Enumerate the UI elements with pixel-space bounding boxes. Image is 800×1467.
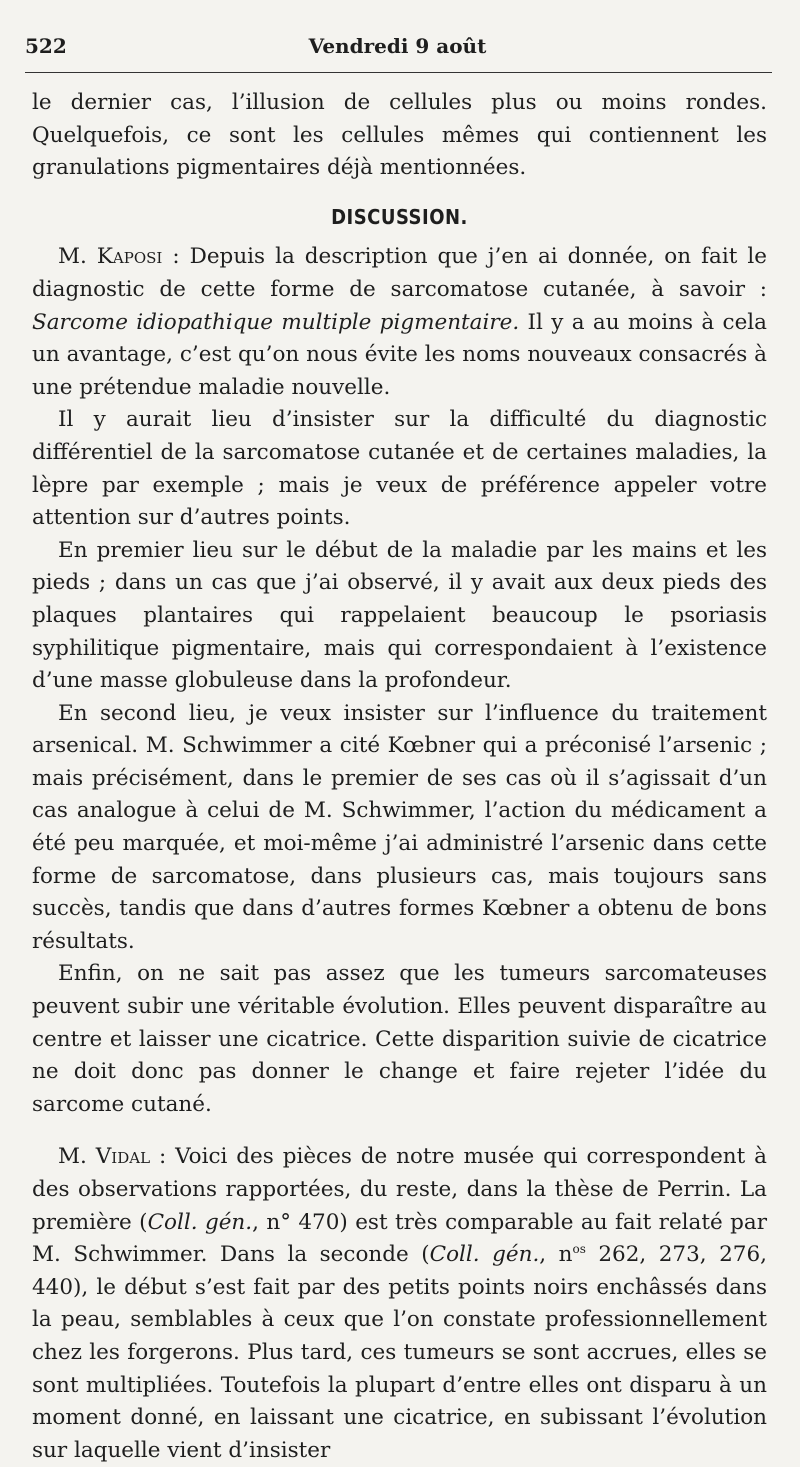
paragraph-kaposi-4: En second lieu, je veux insister sur l’influence du traitement arsenical. M. Schwimmer a cité Kœbner qui a préconisé l’arsenic ; mais précisément, dans le premier de ses cas où il s’agissait d’un cas analogue à celui de M. Schwimmer, l’action du médicament a été peu marquée, et moi-même j’ai administré l’arsenic dans cette forme de sarcomatose, dans plusieurs cas, mais toujours sans succès, tandis que dans d’autres formes Kœbner a obtenu de bons résultats. bbox=[32, 700, 767, 954]
text-span: : Voici des pièces de notre musée qui correspondent à des observations rapportées, du reste, dans la thèse de Perrin. La première ( bbox=[32, 1144, 767, 1235]
speaker-prefix: M. bbox=[58, 1144, 87, 1170]
paragraph-kaposi-5: Enfin, on ne sait pas assez que les tumeurs sarcomateuses peuvent subir une véritable évolution. Elles peuvent disparaître au centre et laisser une cicatrice. Cette disparition suivie de cicatrice ne doit donc pas donner le change et faire rejeter l’idée du sarcome cutané. bbox=[32, 961, 767, 1117]
collection-ref: Coll. gén. bbox=[147, 1209, 253, 1235]
text-span: : Depuis la description que j’en ai donnée, on fait le diagnostic de cette forme de sarcomatose cutanée, à savoir : bbox=[32, 244, 767, 302]
paragraph-kaposi-2: Il y aurait lieu d’insister sur la difficulté du diagnostic différentiel de la sarcomatose cutanée et de certaines maladies, la lèpre par exemple ; mais je veux de préférence appeler votre attention sur d’autres points. bbox=[32, 407, 767, 531]
section-heading: DISCUSSION. bbox=[331, 204, 468, 229]
speaker-name: Kaposi bbox=[96, 244, 163, 270]
text-span: Il y a au moins à cela un avantage, c’est qu’on nous évite les noms nouveaux consacrés à une prétendue maladie nouvelle. bbox=[32, 309, 767, 400]
collection-ref: Coll. gén. bbox=[429, 1242, 540, 1268]
paragraph-kaposi-3: En premier lieu sur le début de la maladie par les mains et les pieds ; dans un cas que j’ai observé, il y avait aux deux pieds des plaques plantaires qui rappelaient beaucoup le psoriasis syphilitique pigmentaire, mais qui correspondaient à l’existence d’une masse globuleuse dans la profondeur. bbox=[32, 537, 767, 694]
running-title: Vendredi 9 août bbox=[308, 34, 487, 58]
body-text bbox=[32, 87, 767, 1467]
text-span: 262, 273, 276, 440), le début s’est fait par des petits points noirs enchâssés dans la peau, semblables à ceux que l’on constate professionnellement chez les forgerons. Plus tard, ces tumeurs se sont accrues, elles se sont multipliées. Toutefois la plupart d’entre elles ont disparu à un moment donné, en laissant une cicatrice, en subissant l’évolution sur laquelle vient d’insister bbox=[32, 1242, 767, 1463]
disease-title: Sarcome idiopathique multiple pigmentaire. bbox=[32, 309, 520, 335]
paragraph-kaposi-1 bbox=[32, 241, 767, 404]
section-gap bbox=[32, 1121, 767, 1141]
text-span: , n bbox=[539, 1242, 573, 1268]
paragraph-vidal bbox=[32, 1141, 767, 1467]
page-header bbox=[25, 28, 770, 62]
speaker-prefix: M. bbox=[58, 244, 87, 270]
text-span: , n° 470) est très comparable au fait relaté par M. Schwimmer. Dans la seconde ( bbox=[32, 1209, 767, 1268]
page-number: 522 bbox=[25, 34, 67, 58]
superscript-os: os bbox=[572, 1242, 586, 1257]
header-rule bbox=[25, 72, 772, 73]
paragraph-continuation: le dernier cas, l’illusion de cellules plus ou moins rondes. Quelquefois, ce sont les cellules mêmes qui contiennent les granulations pigmentaires déjà mentionnées. bbox=[32, 90, 767, 181]
speaker-name: Vidal bbox=[95, 1144, 151, 1170]
